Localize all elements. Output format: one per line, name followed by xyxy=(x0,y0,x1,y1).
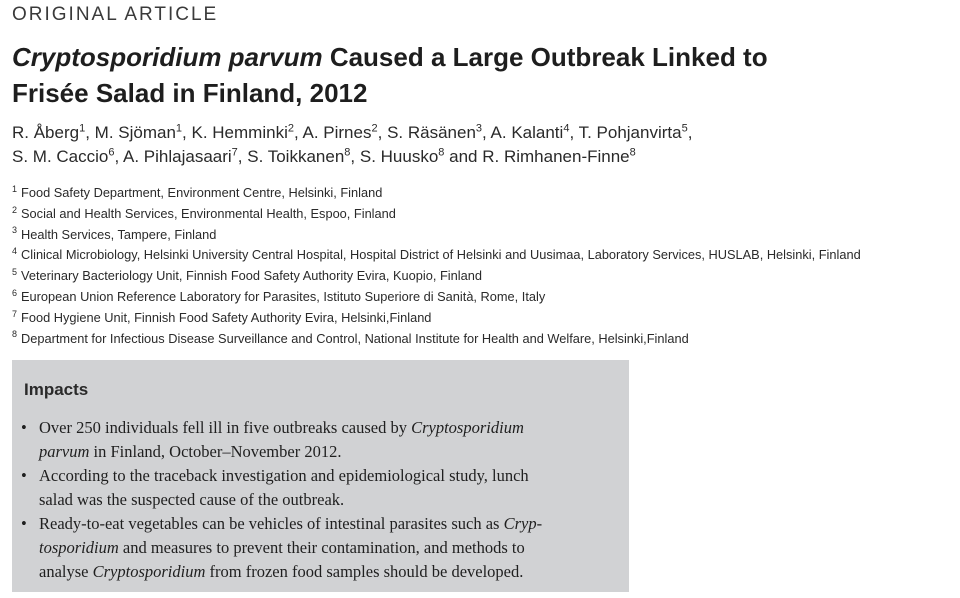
affiliation-item: $^8$ Department for Infectious Disease Surveillance and Control, National Institute for Health and Welfare, Helsinki,Finland xyxy=(12,329,689,346)
affiliation-item: $^2$ Social and Health Services, Environmental Health, Espoo, Finland xyxy=(12,204,396,221)
author: M. Sjöman$^1$, xyxy=(94,122,192,142)
title-line2: Frisée Salad in Finland, 2012 xyxy=(12,78,368,108)
affiliation-item: $^5$ Veterinary Bacteriology Unit, Finnish Food Safety Authority Evira, Kuopio, Finland xyxy=(12,266,482,284)
author: R. Rimhanen-Finne$^8$ xyxy=(482,146,636,166)
affiliation-item: $^7$ Food Hygiene Unit, Finnish Food Safety Authority Evira, Helsinki,Finland xyxy=(12,308,432,325)
author: A. Pihlajasaari$^7$, xyxy=(123,146,248,166)
author: R. Åberg$^1$, xyxy=(12,122,95,142)
impacts-list xyxy=(21,416,621,584)
list-item: • According to the traceback investigation and epidemiological study, lunch salad was the suspected cause of the outbreak. xyxy=(21,466,529,509)
author: A. Kalanti$^4$, xyxy=(490,122,579,142)
affiliation-item: $^3$ Health Services, Tampere, Finland xyxy=(12,225,217,242)
impacts-box xyxy=(12,360,629,592)
author: S. M. Caccio$^6$, xyxy=(12,146,123,166)
bullet-icon: • xyxy=(21,418,27,437)
title-species: Cryptosporidium parvum xyxy=(12,42,323,72)
affiliation-list xyxy=(12,183,957,349)
author: A. Pirnes$^2$, xyxy=(302,122,388,142)
bullet-icon: • xyxy=(21,514,27,533)
author: S. Räsänen$^3$, xyxy=(387,122,491,142)
affiliation-item: $^6$ European Union Reference Laboratory for Parasites, Istituto Superiore di Sanità, Rome, Italy xyxy=(12,287,546,304)
bullet-icon: • xyxy=(21,466,27,485)
article-title xyxy=(12,39,952,111)
list-item: • Over 250 individuals fell ill in five outbreaks caused by Cryptosporidium parvum in Finland, October–November 2012. xyxy=(21,418,524,461)
author: S. Huusko$^8$ and xyxy=(359,146,483,166)
author: K. Hemminki$^2$, xyxy=(191,122,303,142)
author-list xyxy=(12,121,952,169)
affiliation-item: $^4$ Clinical Microbiology, Helsinki University Central Hospital, Hospital District of Helsinki and Uusimaa, Laboratory Services, HUSLAB, Helsinki, Finland xyxy=(12,246,861,263)
author: T. Pohjanvirta$^5$, xyxy=(578,122,693,142)
impacts-heading: Impacts xyxy=(24,380,89,399)
title-rest-line1: Caused a Large Outbreak Linked to xyxy=(322,42,768,72)
author: S. Toikkanen$^8$, xyxy=(247,146,360,166)
list-item: • Ready-to-eat vegetables can be vehicles of intestinal parasites such as Cryp- tosporidium and measures to prevent their contamination, and methods to analyse Cryptosporidium from frozen food samples should be developed. xyxy=(21,514,543,581)
article-type-label: ORIGINAL ARTICLE xyxy=(12,4,219,25)
affiliation-item: $^1$ Food Safety Department, Environment Centre, Helsinki, Finland xyxy=(12,183,383,200)
